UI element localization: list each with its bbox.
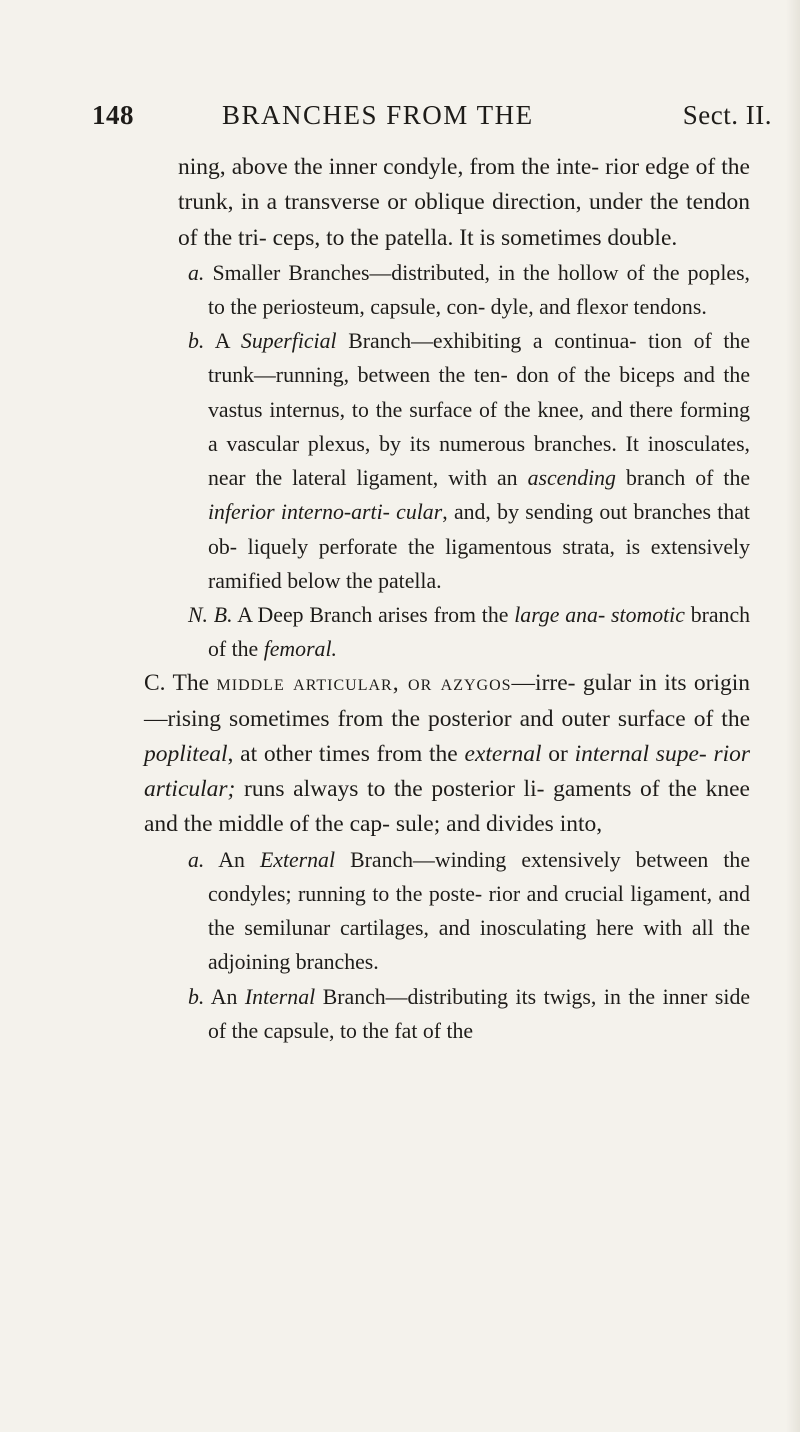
item-text: Branch—exhibiting a continua- tion of the trunk—running, between the ten- don of the biceps and the vastus internus, to the surface of the knee, and there forming a vascular plexus, by its numerous branches. It inosculates, near the lateral ligament, with an xyxy=(208,329,751,491)
section-label: Sect. II. xyxy=(682,100,772,130)
item-lead: A xyxy=(214,329,230,354)
item-marker: a. xyxy=(188,847,205,872)
item-text: Branch—winding extensively between the condyles; running to the poste- rior and crucial ligament, and the semilunar cartilages, and inosculating here with all the adjoining branches. xyxy=(208,847,751,975)
section-term: internal supe- rior articular; xyxy=(144,740,751,803)
section-c-middle-articular xyxy=(144,666,750,842)
section-letter: C. xyxy=(144,670,166,697)
item-term: ascending xyxy=(527,466,616,491)
note-term: femoral. xyxy=(263,637,337,662)
item-term: inferior interno-arti- cular xyxy=(208,500,443,525)
item-term: Superficial xyxy=(240,329,337,354)
item-cb-internal-branch xyxy=(178,980,750,1048)
section-text: —irre- gular in its origin—rising sometimes from the posterior and outer surface of the xyxy=(144,670,751,732)
section-term: external xyxy=(464,740,542,767)
item-term: Internal xyxy=(244,984,316,1009)
running-header xyxy=(92,100,772,140)
page-number: 148 xyxy=(92,100,134,130)
section-text: or xyxy=(548,740,568,767)
item-marker: b. xyxy=(188,329,205,354)
running-title: BRANCHES FROM THE xyxy=(222,100,534,130)
note-text: A Deep Branch arises from the xyxy=(237,602,509,627)
note-deep-branch xyxy=(178,598,750,666)
item-ca-external-branch xyxy=(178,843,750,980)
item-a-smaller-branches xyxy=(178,256,750,324)
intro-paragraph: ning, above the inner condyle, from the inte- rior edge of the trunk, in a transverse or oblique direction, under the tendon of the tri- ceps, to the patella. It is sometimes double. xyxy=(178,154,750,251)
item-text: Smaller Branches—distributed, in the hollow of the poples, to the periosteum, capsule, con- dyle, and flexor tendons. xyxy=(208,260,750,319)
item-lead: An xyxy=(218,847,245,872)
item-text: Branch—distributing its twigs, in the inner side of the capsule, to the fat of the xyxy=(208,984,751,1043)
body-text xyxy=(144,150,751,1048)
page-gutter-shadow xyxy=(786,0,800,1432)
section-text: , at other times from the xyxy=(227,740,458,767)
item-marker: a. xyxy=(188,260,205,285)
item-lead: An xyxy=(210,984,238,1009)
note-term: large ana- stomotic xyxy=(514,602,685,627)
section-text: runs always to the posterior li- gaments of the knee and the middle of the cap- sule; and divides into, xyxy=(144,776,750,838)
note-text: branch of the xyxy=(208,602,751,662)
item-term: External xyxy=(259,847,336,872)
section-title: middle articular, or azygos xyxy=(216,670,512,697)
section-lead: The xyxy=(172,670,210,697)
item-text: branch of the xyxy=(625,466,751,491)
section-term: popliteal xyxy=(144,740,228,767)
item-b-superficial-branch xyxy=(178,324,750,598)
note-marker: N. B. xyxy=(188,602,233,627)
item-text: , and, by sending out branches that ob- liquely perforate the ligamentous strata, is extensively ramified below the patella. xyxy=(208,500,750,593)
item-marker: b. xyxy=(188,984,205,1009)
